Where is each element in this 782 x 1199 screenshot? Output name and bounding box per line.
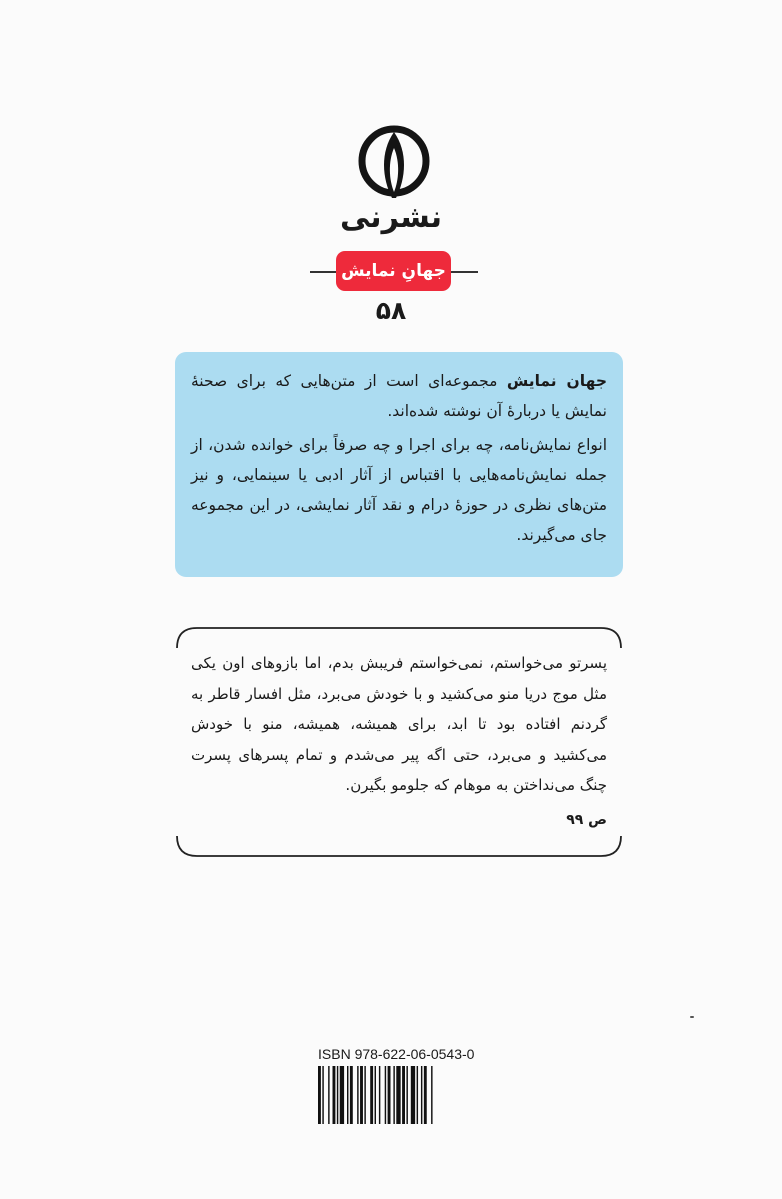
barcode-bar	[340, 1066, 344, 1124]
quote-box	[175, 626, 623, 858]
series-description-box	[175, 352, 623, 577]
barcode-bar	[364, 1066, 365, 1124]
barcode-bar	[396, 1066, 400, 1124]
barcode-bar	[388, 1066, 391, 1124]
barcode-bar	[431, 1066, 432, 1124]
barcode-bar	[322, 1066, 323, 1124]
blurb-paragraph-1	[191, 366, 607, 426]
barcode-bar	[385, 1066, 386, 1124]
barcode-bar	[375, 1066, 376, 1124]
barcode-bar	[421, 1066, 422, 1124]
series-name: جهانِ نمایش	[336, 251, 451, 291]
barcode-bar	[350, 1066, 353, 1124]
quote-page-reference: ص ۹۹	[566, 812, 607, 828]
barcode-bar	[347, 1066, 348, 1124]
barcode-bar	[360, 1066, 363, 1124]
barcode-bar	[424, 1066, 427, 1124]
barcode-bar	[379, 1066, 380, 1124]
barcode-bar	[417, 1066, 418, 1124]
publisher-logo-icon	[356, 118, 432, 204]
barcode-bar	[411, 1066, 415, 1124]
blurb-sentence-1: مجموعه‌ای است از متن‌هایی که برای صحنهٔ نمایش یا دربارهٔ آن نوشته شده‌اند.	[191, 372, 607, 420]
barcode-bar	[357, 1066, 358, 1124]
series-badge	[310, 251, 478, 291]
series-number: ۵۸	[375, 296, 407, 325]
quote-body: پسرتو می‌خواستم، نمی‌خواستم فریبش بدم، اما بازوهای اون یکی مثل موج دریا منو می‌کشید و با خودش می‌برد، مثل افسار قاطر به گردنم افتاده بود تا ابد، برای همیشه، همیشه، منو با خودش می‌کشید و می‌برد، حتی اگه پیر می‌شدم و تمام پسرهای پسرت چنگ می‌نداختن به موهام که جلومو بگیرن.	[191, 654, 607, 794]
barcode-bar	[318, 1066, 321, 1124]
blurb-paragraph-2: انواع نمایش‌نامه، چه برای اجرا و چه صرفاً برای خوانده شدن، از جمله نمایش‌نامه‌هایی با اقتباس از آثار ادبی یا سینمایی، و نیز متن‌های نظری در حوزهٔ درام و نقد آثار نمایشی، در این مجموعه جای می‌گیرند.	[191, 436, 607, 544]
barcode-bar	[333, 1066, 336, 1124]
barcode-bar	[337, 1066, 338, 1124]
dust-speck	[690, 1016, 694, 1018]
publisher-name: نشرنی	[339, 200, 443, 235]
isbn-label: ISBN 978-622-06-0543-0	[318, 1046, 475, 1062]
barcode-bar	[328, 1066, 329, 1124]
isbn-barcode-icon	[318, 1066, 466, 1124]
barcode-bar	[406, 1066, 407, 1124]
quote-text	[191, 648, 607, 801]
barcode-bar	[393, 1066, 394, 1124]
barcode-bar	[370, 1066, 373, 1124]
barcode-bar	[402, 1066, 405, 1124]
blurb-bold-lead: جهان نمایش	[506, 372, 607, 390]
